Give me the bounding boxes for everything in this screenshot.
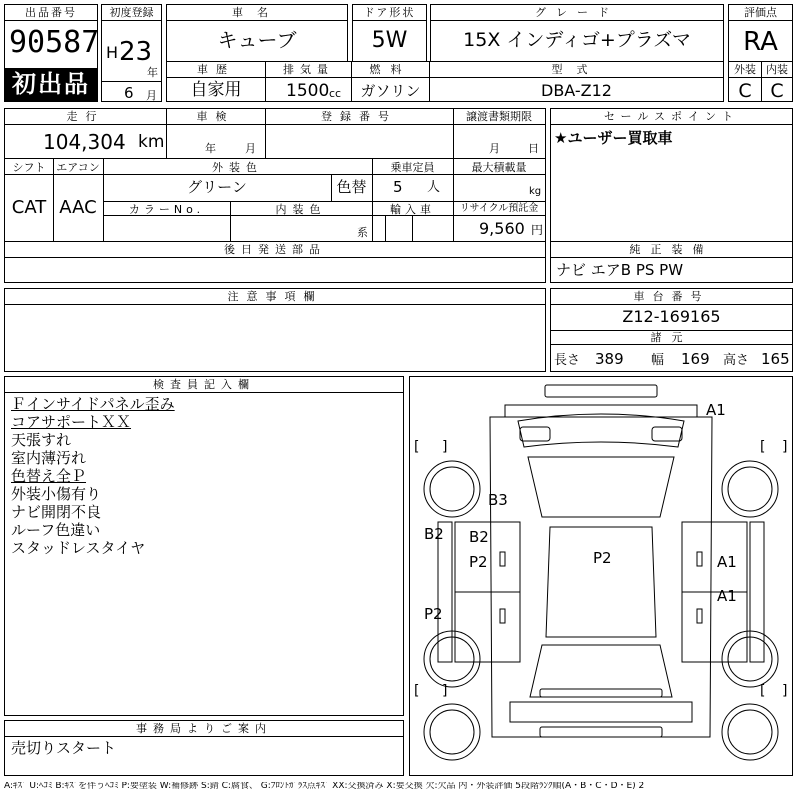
height-value: 165 — [761, 350, 790, 368]
damage-mark: P2 — [593, 549, 612, 567]
legend-footer: A:ｷｽﾞ U:ﾍｺﾐ B:ｷｽﾞを伴うﾍｺﾐ P:要塗装 W:補修跡 S:錆 C:腐食、 G:ﾌﾛﾝﾄｶﾞﾗｽ点ｷｽﾞ XX:交換済み X:要交換 欠:欠品 内・外装評価 5段階ﾗﾝｸ順(A・B・C・D・E) 2 — [4, 782, 645, 791]
shift-label: シフト — [12, 161, 46, 174]
length-label: 長さ — [554, 353, 581, 368]
later-parts-label: 後日発送部品 — [224, 243, 326, 256]
year-value: 23 — [119, 37, 153, 67]
damage-mark: A1 — [717, 553, 737, 571]
length-value: 389 — [595, 350, 624, 368]
reg-number-label: 登録番号 — [321, 110, 397, 123]
score-box — [728, 4, 793, 63]
displacement-unit: cc — [329, 87, 342, 100]
transfer-month-unit: 月 — [489, 142, 500, 155]
bracket-left-rear: [ — [414, 683, 420, 699]
inspector-label: 検査員記入欄 — [153, 378, 255, 391]
history-value: 自家用 — [190, 80, 242, 100]
model-code-label: 型式 — [551, 63, 602, 76]
width-label: 幅 — [651, 353, 665, 368]
fuel-label: 燃料 — [369, 63, 412, 76]
car-diagram-box — [409, 376, 793, 776]
office-text: 売切りスタート — [11, 739, 117, 757]
inspection-year-unit: 年 — [205, 142, 216, 155]
grade-box — [430, 4, 724, 63]
sales-point-label: セールスポイント — [603, 110, 739, 123]
capacity-label: 乗車定員 — [390, 161, 435, 174]
car-name: キューブ — [217, 28, 297, 52]
bracket-right-front: [ — [760, 439, 766, 455]
inspector-line: ルーフ色違い — [11, 521, 101, 539]
equipment-label: 純正装備 — [629, 243, 714, 256]
displacement-box — [265, 61, 352, 102]
model-code-box — [429, 61, 724, 102]
month-unit: 月 — [146, 89, 157, 102]
inspector-line: コアサポートＸＸ — [11, 413, 132, 431]
int-color-label: 内装色 — [275, 203, 327, 216]
car-name-box — [166, 4, 348, 63]
fuel-value: ガソリン — [360, 82, 421, 100]
dims-label: 諸元 — [650, 331, 693, 344]
damage-mark: B2 — [424, 525, 444, 543]
history-box — [166, 61, 266, 102]
first-listing-text: 初出品 — [12, 70, 90, 98]
mileage-label: 走行 — [66, 110, 105, 123]
office-box — [4, 720, 404, 776]
recycle-unit: 円 — [531, 223, 544, 237]
score-label: 評価点 — [744, 6, 777, 19]
sales-point-text: ★ユーザー買取車 — [554, 129, 673, 147]
import-label: 輸入車 — [390, 203, 435, 216]
wheel-front-right — [722, 461, 778, 517]
ext-color-value: グリーン — [187, 178, 247, 196]
inspector-box — [4, 376, 404, 716]
inspector-line: 天張すれ — [11, 431, 72, 449]
damage-mark: A1 — [706, 401, 726, 419]
front-hood-outline — [505, 405, 697, 417]
right-front-door — [682, 522, 747, 592]
first-registration-box — [101, 4, 162, 102]
right-rear-door — [682, 592, 747, 662]
lot-number-box — [4, 4, 98, 102]
model-code-value: DBA-Z12 — [541, 81, 612, 100]
grade-label: グレード — [535, 6, 619, 19]
lot-number: 90587 — [9, 25, 100, 60]
exterior-grade-box — [728, 61, 762, 102]
wheel-front-left — [424, 461, 480, 517]
door-label: ドア形状 — [363, 6, 416, 19]
transfer-day-unit: 日 — [528, 142, 539, 155]
roof — [546, 527, 656, 637]
int-color-suffix: 系 — [357, 226, 368, 239]
capacity-unit: 人 — [427, 180, 441, 195]
car-diagram — [410, 377, 792, 775]
damage-mark: B2 — [469, 528, 489, 546]
bracket-left-rear: ] — [442, 683, 448, 699]
exterior-grade-label: 外装 — [734, 63, 756, 76]
width-value: 169 — [681, 350, 710, 368]
equipment-text: ナビ エアB PS PW — [556, 261, 684, 279]
equipment-box — [550, 241, 793, 283]
chassis-box — [550, 288, 793, 372]
chassis-label: 車台番号 — [633, 290, 710, 303]
damage-mark: P2 — [424, 605, 443, 623]
bracket-right-rear: ] — [782, 683, 788, 699]
inspector-line: 色替え全Ｐ — [11, 467, 87, 485]
displacement-value: 1500 — [286, 81, 330, 101]
inspector-line: 室内薄汚れ — [11, 449, 87, 467]
ext-color-label: 外装色 — [212, 161, 263, 174]
era-prefix: H — [106, 43, 119, 62]
height-label: 高さ — [723, 353, 750, 368]
repaint-label: 色替 — [336, 178, 367, 196]
score-value: RA — [743, 27, 778, 57]
recycle-value: 9,560 — [479, 219, 525, 238]
inspection-month-unit: 月 — [245, 142, 256, 155]
recycle-label: リサイクル預託金 — [459, 203, 539, 214]
office-label: 事務局よりご案内 — [136, 722, 272, 735]
year-unit: 年 — [147, 66, 158, 79]
inspector-line: Ｆインサイドパネル歪み — [11, 395, 175, 413]
aircon-value: AAC — [59, 197, 97, 218]
bracket-left-front: [ — [414, 439, 420, 455]
exterior-grade-value: C — [738, 80, 752, 102]
inspector-line: 外装小傷有り — [11, 485, 102, 503]
rear-hatch — [510, 702, 692, 722]
windshield — [528, 457, 674, 517]
mileage-unit: km — [138, 132, 165, 152]
notes-label: 注意事項欄 — [227, 290, 323, 303]
interior-grade-label: 内装 — [766, 63, 788, 76]
rear-bumper — [540, 689, 662, 697]
fuel-box — [351, 61, 430, 102]
displacement-label: 排気量 — [283, 63, 334, 76]
car-name-label: 車名 — [232, 6, 282, 19]
details-grid — [4, 108, 546, 283]
shift-value: CAT — [11, 197, 47, 218]
grade-value: 15X インディゴ+プラズマ — [463, 29, 691, 51]
mileage-value: 104,304 — [43, 130, 126, 154]
interior-grade-box — [761, 61, 793, 102]
capacity-value: 5 — [393, 178, 403, 196]
sales-point-box — [550, 108, 793, 242]
month-value: 6 — [124, 84, 134, 102]
chassis-value: Z12-169165 — [622, 307, 721, 326]
door-box — [352, 4, 427, 63]
headlight-right — [652, 427, 682, 441]
door-value: 5W — [371, 28, 408, 53]
bracket-left-front: ] — [442, 439, 448, 455]
interior-grade-value: C — [770, 80, 784, 102]
inspector-line: ナビ開閉不良 — [11, 503, 102, 521]
history-label: 車歴 — [197, 63, 235, 76]
bracket-right-rear: [ — [760, 683, 766, 699]
damage-mark: B3 — [488, 491, 508, 509]
headlight-left — [520, 427, 550, 441]
lot-label: 出品番号 — [25, 6, 77, 19]
color-no-label: カラーNo. — [128, 203, 205, 216]
inspector-line: スタッドレスタイヤ — [11, 539, 146, 557]
transfer-deadline-label: 譲渡書類期限 — [466, 110, 532, 123]
left-rear-door — [455, 592, 520, 662]
first-reg-label: 初度登録 — [109, 6, 154, 19]
max-load-unit: kg — [529, 186, 542, 197]
rear-lip — [540, 727, 662, 737]
front-hood — [518, 414, 684, 447]
damage-mark: P2 — [469, 553, 488, 571]
bracket-right-front: ] — [782, 439, 788, 455]
wheel-spare-left — [424, 704, 480, 760]
wheel-spare-right — [722, 704, 778, 760]
inspection-label: 車検 — [196, 110, 235, 123]
notes-box — [4, 288, 546, 372]
front-bumper — [545, 385, 657, 397]
max-load-label: 最大積載量 — [471, 161, 527, 174]
damage-mark: A1 — [717, 587, 737, 605]
aircon-label: エアコン — [56, 161, 100, 174]
